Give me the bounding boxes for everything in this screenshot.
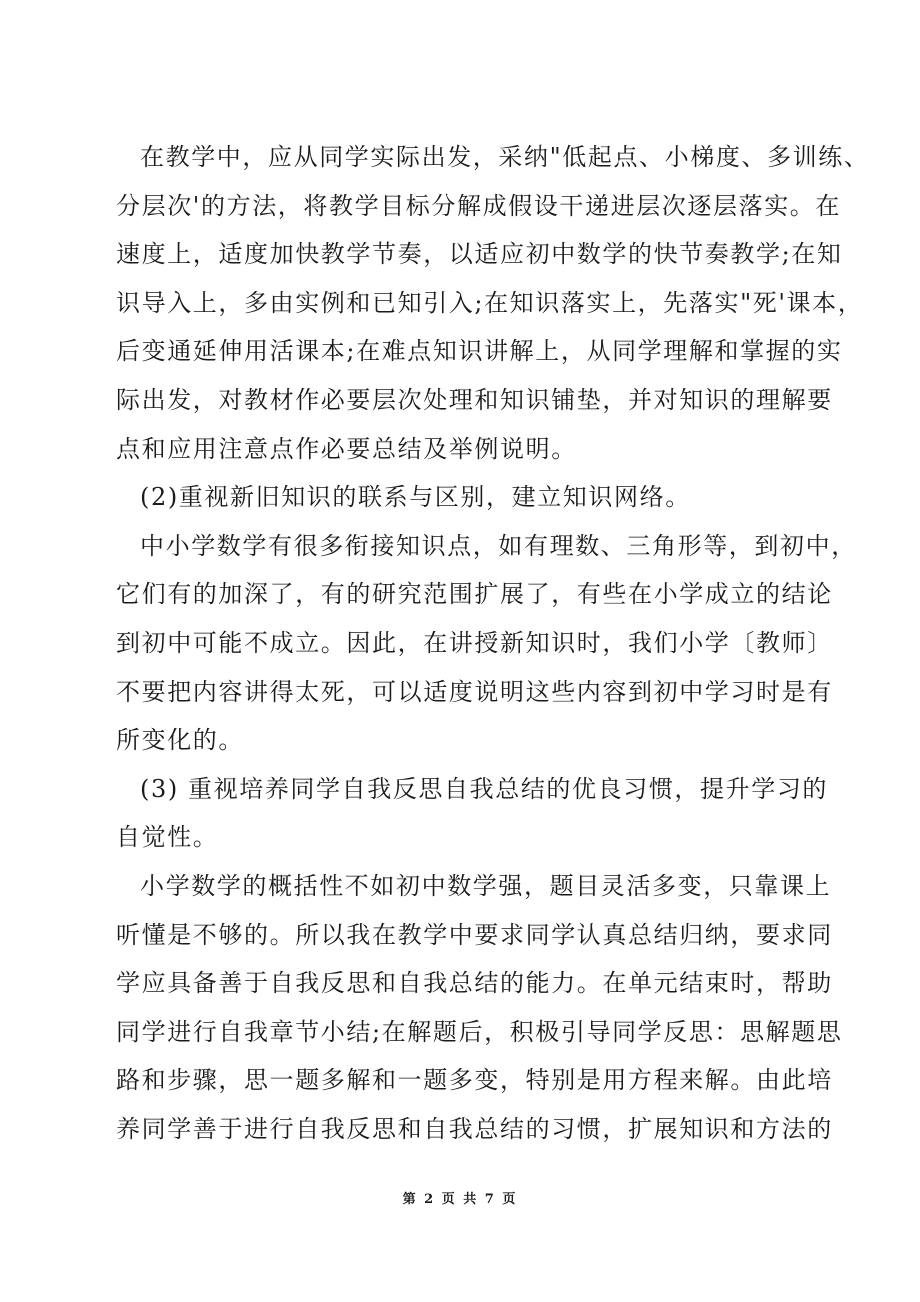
text-line: 速度上，适度加快教学节奏，以适应初中数学的快节奏教学;在知 xyxy=(116,240,843,269)
section-heading: (2)重视新旧知识的联系与区别，建立知识网络。 xyxy=(140,483,691,512)
text-line: 路和步骤，思一题多解和一题多变，特别是用方程来解。由此培 xyxy=(116,1066,833,1095)
text-line: 养同学善于进行自我反思和自我总结的习惯，扩展知识和方法的 xyxy=(116,1114,833,1143)
section-heading: (3) 重视培养同学自我反思自我总结的优良习惯，提升学习的 xyxy=(140,774,829,803)
text-line: 听懂是不够的。所以我在教学中要求同学认真总结归纳，要求同 xyxy=(116,920,833,949)
text-line: 它们有的加深了，有的研究范围扩展了，有些在小学成立的结论 xyxy=(116,580,833,609)
text-line: 点和应用注意点作必要总结及举例说明。 xyxy=(116,434,577,463)
text-line: 到初中可能不成立。因此，在讲授新知识时，我们小学〔教师〕 xyxy=(116,628,833,657)
text-line: 分层次'的方法，将教学目标分解成假设干递进层次逐层落实。在 xyxy=(116,191,841,220)
text-line: 后变通延伸用活课本;在难点知识讲解上，从同学理解和掌握的实 xyxy=(116,337,843,366)
text-line: 在教学中，应从同学实际出发，采纳"低起点、小梯度、多训练、 xyxy=(140,143,870,171)
text-line: 际出发，对教材作必要层次处理和知识铺垫，并对知识的理解要 xyxy=(116,385,833,414)
text-line: 不要把内容讲得太死，可以适度说明这些内容到初中学习时是有 xyxy=(116,677,833,706)
text-line: 中小学数学有很多衔接知识点，如有理数、三角形等，到初中， xyxy=(140,531,857,560)
page-number: 第 2 页 共 7 页 xyxy=(402,1192,518,1207)
text-line: 同学进行自我章节小结;在解题后，积极引导同学反思：思解题思 xyxy=(116,1017,843,1046)
text-line: 识导入上，多由实例和已知引入;在知识落实上，先落实"死'课本， xyxy=(116,288,864,317)
text-line: 小学数学的概括性不如初中数学强，题目灵活多变，只靠课上 xyxy=(140,871,832,900)
document-body xyxy=(116,133,870,1153)
text-line: 自觉性。 xyxy=(116,823,219,852)
text-line: 所变化的。 xyxy=(116,726,244,755)
text-line: 学应具备善于自我反思和自我总结的能力。在单元结束时，帮助 xyxy=(116,969,833,998)
